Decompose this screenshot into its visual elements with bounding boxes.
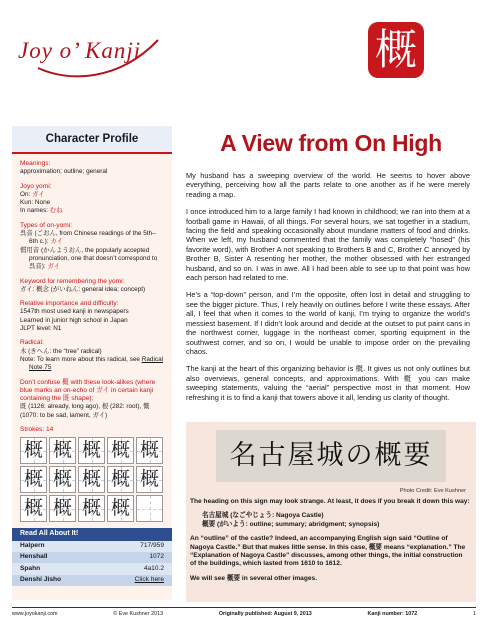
reference-row	[12, 541, 172, 552]
logo	[18, 28, 168, 88]
reference-value: 1072	[149, 553, 164, 561]
reference-value: 717/959	[140, 542, 164, 550]
confuse-text: 既 (1126: already, long ago), 根 (282: root), 慨 (1070: to be sad, lament, ガイ)	[20, 403, 150, 419]
photo-caption	[190, 498, 470, 589]
essay-body	[186, 171, 470, 410]
caption-paragraph: An “outline” of the castle? Indeed, an accompanying English sign said “Outline of Nagoya Castle.” But that makes little sense. In this case, 概要 means “explanation.” The “Explanation of Nagoya Castle” discusses, among other things, the initial construction of the buildings, which lasted from 1610 to 1612.	[190, 535, 466, 568]
names-value: むね	[49, 207, 63, 215]
stroke-cell: 概	[20, 437, 47, 464]
strokes-heading: Strokes: 14	[20, 426, 54, 434]
yomi-heading: Joyo yomi:	[20, 182, 52, 190]
sidebar-title: Character Profile	[12, 126, 172, 154]
importance-1: 1547th most used kanji in newspapers	[20, 308, 129, 316]
footer-site: www.joyokanji.com	[12, 611, 58, 617]
stroke-order-grid	[20, 437, 164, 522]
meanings-heading: Meanings:	[20, 160, 51, 167]
importance-3: JLPT level: N1	[20, 325, 62, 333]
denshi-jisho-link[interactable]: Click here	[134, 576, 164, 583]
page-title: A View from On High	[220, 130, 442, 156]
caption-term: 概要 (がいよう: outline; summary; abridgment; synopsis)	[202, 520, 380, 528]
reference-row	[12, 563, 172, 574]
caption-term: 名古屋城 (なごやじょう: Nagoya Castle)	[202, 512, 324, 520]
names-label: In names:	[20, 207, 50, 215]
caption-paragraph: We will see 概要 in several other images.	[190, 574, 318, 582]
stroke-cell: 概	[136, 466, 163, 493]
reference-name: Henshall	[20, 553, 48, 561]
radical-2: Note: To learn more about this radical, see	[20, 355, 142, 363]
reference-name: Denshi Jisho	[20, 576, 62, 583]
keyword-text: ガイ: 概念 (がいねん: general idea; concept)	[20, 285, 146, 293]
on-value: ガイ	[32, 190, 45, 198]
footer-published: Originally published: August 9, 2013	[218, 611, 312, 617]
kun-label: Kun: None	[20, 199, 51, 207]
paragraph: My husband has a sweeping overview of the world. He seems to hover above everything, perceiving how all the parts relate to one another as if he were merely reading a map.	[186, 171, 470, 199]
types-1-reading: カイ	[50, 238, 63, 246]
stroke-cell: 概	[49, 495, 76, 522]
reference-name: Halpern	[20, 542, 45, 550]
character-profile	[12, 126, 172, 600]
paragraph: He’s a “top-down” person, and I’m the opposite, often lost in detail and struggling to see the bigger picture. Thus, I rely heavily on outlines before I write these essays. After all, I feel that when it comes to the world of kanji, I’m trying to organize the world’s messiest basement. If I didn’t look around and decide at the outset to put paint cans in the northwest corner, luggage in the northeast corner, sporting equipment in the southwest corner, and so on, I would be unable to impose order on the prevailing chaos.	[186, 290, 470, 356]
reference-name: Spahn	[20, 564, 41, 572]
keyword-section	[20, 278, 164, 295]
sign-photo: 名古屋城の概要	[216, 430, 446, 482]
reference-row	[12, 552, 172, 563]
stroke-cell: 概	[78, 466, 105, 493]
confuse-section	[20, 379, 164, 420]
types-heading: Types of on-yomi:	[20, 221, 73, 229]
yomi-section	[20, 183, 164, 216]
paragraph: The kanji at the heart of this organizing behavior is 概. It gives us not only outlines but also overviews, general concepts, and approximations. With 概 you can make sweeping statements, valuing the “aerial” perspective most in that moment. How refreshing it is to find a kanji that towers above it all, lending us clarity of thought.	[186, 364, 470, 402]
radical-1: 木 (きへん: the “tree” radical)	[20, 347, 102, 355]
on-label: On:	[20, 190, 33, 198]
footer-kanji-number: Kanji number: 1072	[367, 611, 418, 617]
meanings-text: approximation; outline; general	[20, 168, 108, 176]
footer-page-number: 1	[472, 611, 476, 617]
photo-credit: Photo Credit: Eve Kushner	[399, 488, 466, 494]
kanji-badge: 概	[368, 22, 424, 78]
stroke-cell: 概	[78, 495, 105, 522]
keyword-heading: Keyword for remembering the yomi:	[20, 277, 125, 285]
reference-list	[12, 541, 172, 586]
stroke-cell: 概	[20, 466, 47, 493]
importance-section	[20, 300, 164, 333]
importance-heading: Relative importance and difficulty:	[20, 300, 119, 308]
paragraph: I once introduced him to a large family I had known in childhood; we ran into them at a football game in Hawaii, of all things. For several hours, we sat together in a stadium, facing the field and speaking occasionally about mundane matters of food and drinks. When we left, my husband commented that the family was completely “hosed” (his favorite word), with Brother A not speaking to Brothers B and C, Brother C annoyed by Brother B, Sister A resenting her mother, the mother obsessed with her estranged husband, and so on. I was in awe. All I had been able to see up to that point was how each person had related to me.	[186, 207, 470, 283]
types-2: 慣用音 (かんようおん, the popularly accepted pronunciation, one that doesn’t correspond to 呉音):	[20, 246, 158, 271]
read-all-about-it	[12, 528, 172, 585]
logo-text: Joy o’ Kanji	[18, 38, 142, 63]
radical-note-link[interactable]: Radical Note 75	[29, 355, 164, 372]
importance-2: Learned in junior high school in Japan	[20, 316, 128, 324]
stroke-cell: 概	[20, 495, 47, 522]
caption-paragraph: The heading on this sign may look strange. At least, it does if you break it down this way:	[190, 498, 470, 505]
stroke-cell: 概	[49, 466, 76, 493]
types-2-reading: ガイ	[47, 263, 61, 271]
footer-copyright: © Eve Kushner 2013	[113, 611, 164, 617]
stroke-cell: 概	[49, 437, 76, 464]
types-section	[20, 222, 164, 272]
stroke-cell: 概	[78, 437, 105, 464]
radical-heading: Radical:	[20, 339, 44, 347]
footer	[12, 607, 476, 617]
types-1: 呉音 (ごおん, from Chinese readings of the 5th–6th c.):	[20, 230, 156, 246]
reference-value: 4a10.2	[143, 564, 164, 572]
read-heading: Read All About It!	[12, 528, 172, 540]
photo-box	[186, 422, 476, 602]
stroke-cell: 概	[136, 437, 163, 464]
strokes-section	[20, 426, 164, 522]
stroke-cell: 概	[107, 466, 134, 493]
stroke-cell: 概	[107, 437, 134, 464]
stroke-cell: 概	[107, 495, 134, 522]
meanings-section	[20, 160, 164, 177]
reference-row	[12, 575, 172, 586]
radical-section	[20, 339, 164, 372]
stroke-cell-empty	[136, 495, 163, 522]
confuse-heading: Don’t confuse 概 with these look-alikes (where blue marks an on-echo of ガイ in certain kanji containing the 既 shape):	[20, 378, 156, 403]
